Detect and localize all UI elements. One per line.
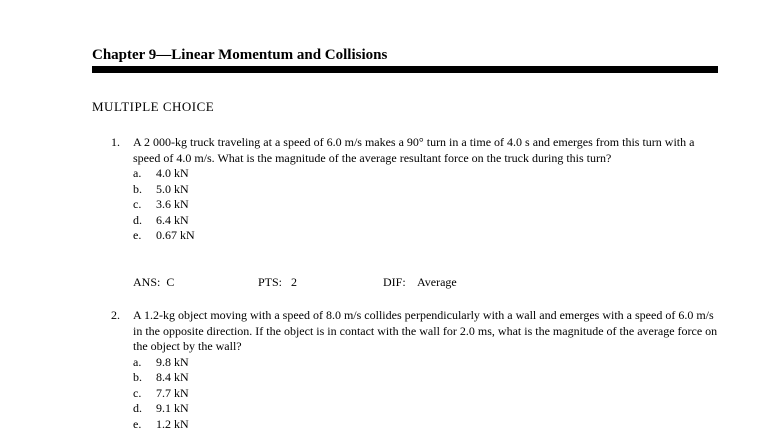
choice-letter: b. <box>133 181 142 196</box>
choice-a <box>133 166 722 182</box>
chapter-title: Chapter 9—Linear Momentum and Collisions <box>92 47 388 63</box>
choice-e <box>133 417 722 433</box>
choice-letter: e. <box>133 416 142 431</box>
choice-text: 5.0 kN <box>156 181 189 196</box>
choice-letter: e. <box>133 228 142 242</box>
choice-letter: c. <box>133 197 142 211</box>
choice-text: 1.2 kN <box>156 416 189 431</box>
title-rule <box>92 66 718 73</box>
choice-b <box>133 182 722 198</box>
choice-text: 7.7 kN <box>156 385 189 400</box>
choice-text: 9.1 kN <box>156 401 189 415</box>
points-value: PTS: 2 <box>258 275 298 289</box>
choice-text: 8.4 kN <box>156 370 189 384</box>
question-2 <box>92 308 722 432</box>
question-number: 2. <box>111 308 120 322</box>
question-1 <box>92 135 722 244</box>
answer-choices <box>92 355 722 433</box>
choice-d <box>133 401 722 417</box>
choice-letter: d. <box>133 401 142 415</box>
question-text: A 2 000-kg truck traveling at a speed of 6.0 m/s makes a 90° turn in a time of 4.0 s and emerges from this turn with a speed of 4.0 m/s. What is the magnitude of the average resultant force on the truck during this turn? <box>133 135 695 165</box>
choice-c <box>133 386 722 402</box>
question-text: A 1.2-kg object moving with a speed of 8.0 m/s collides perpendicularly with a wall and emerges with a speed of 6.0 m/s in the opposite direction. If the object is in contact with the wall for 2.0 ms, what is the magnitude of the average force on the object by the wall? <box>133 308 718 353</box>
choice-c <box>133 197 722 213</box>
choice-letter: b. <box>133 370 142 384</box>
choice-text: 0.67 kN <box>156 228 195 242</box>
choice-text: 9.8 kN <box>156 354 189 369</box>
difficulty-value: DIF: Average <box>383 275 457 289</box>
choice-letter: a. <box>133 166 142 180</box>
choice-e <box>133 228 722 244</box>
choice-letter: d. <box>133 212 142 227</box>
answer-choices <box>92 166 722 244</box>
choice-letter: c. <box>133 385 142 400</box>
question-number: 1. <box>111 135 120 149</box>
choice-d <box>133 213 722 229</box>
answer-value: ANS: C <box>133 275 175 289</box>
choice-a <box>133 355 722 371</box>
choice-text: 6.4 kN <box>156 212 189 227</box>
choice-text: 4.0 kN <box>156 166 189 180</box>
choice-letter: a. <box>133 354 142 369</box>
section-heading: MULTIPLE CHOICE <box>92 99 215 114</box>
choice-b <box>133 370 722 386</box>
choice-text: 3.6 kN <box>156 197 189 211</box>
